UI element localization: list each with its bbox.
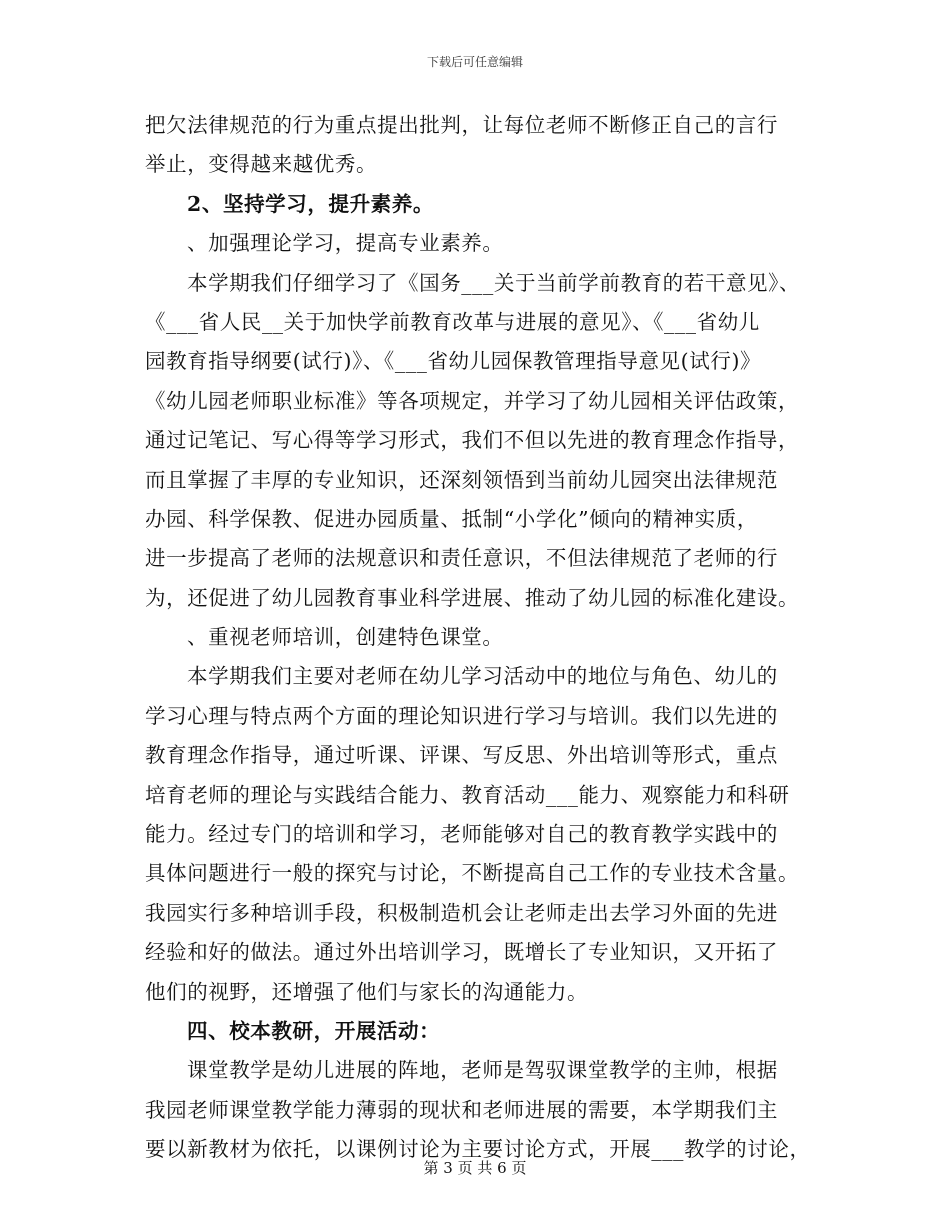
text-line: 培育老师的理论与实践结合能力、教育活动___能力、观察能力和科研 bbox=[145, 782, 790, 807]
text-line: 为，还促进了幼儿园教育事业科学进展、推动了幼儿园的标准化建设。 bbox=[145, 585, 800, 610]
text-line: 本学期我们主要对老师在幼儿学习活动中的地位与角色、幼儿的 bbox=[187, 664, 778, 689]
text-line: 《___省人民__关于加快学前教育改革与进展的意见》、《___省幼儿 bbox=[145, 309, 760, 334]
text-line: 本学期我们仔细学习了《国务___关于当前学前教育的若干意见》、 bbox=[187, 270, 801, 295]
page-number-footer: 第 3 页 共 6 页 bbox=[423, 1159, 527, 1177]
text-line: 我园实行多种培训手段，积极制造机会让老师走出去学习外面的先进 bbox=[145, 900, 778, 925]
text-line: 课堂教学是幼儿进展的阵地，老师是驾驭课堂教学的主帅，根据 bbox=[187, 1058, 778, 1083]
text-line: 进一步提高了老师的法规意识和责任意识，不但法律规范了老师的行 bbox=[145, 546, 778, 571]
text-line: 而且掌握了丰厚的专业知识，还深刻领悟到当前幼儿园突出法律规范 bbox=[145, 467, 778, 492]
text-line: 能力。经过专门的培训和学习，老师能够对自己的教育教学实践中的 bbox=[145, 822, 778, 847]
text-line: 他们的视野，还增强了他们与家长的沟通能力。 bbox=[145, 979, 589, 1004]
document-body bbox=[145, 106, 835, 1170]
text-line: 具体问题进行一般的探究与讨论，不断提高自己工作的专业技术含量。 bbox=[145, 861, 800, 886]
text-line: 我园老师课堂教学能力薄弱的现状和老师进展的需要，本学期我们主 bbox=[145, 1097, 778, 1122]
text-line: 办园、科学保教、促进办园质量、抵制“小学化”倾向的精神实质， bbox=[145, 506, 758, 531]
text-line: 、加强理论学习，提高专业素养。 bbox=[187, 231, 504, 256]
text-line: 举止，变得越来越优秀。 bbox=[145, 152, 378, 177]
text-line: 园教育指导纲要(试行)》、《___省幼儿园保教管理指导意见(试行)》 bbox=[145, 349, 762, 374]
text-line: 经验和好的做法。通过外出培训学习，既增长了专业知识，又开拓了 bbox=[145, 940, 778, 965]
section-heading: 四、校本教研，开展活动： bbox=[187, 1018, 441, 1043]
text-line: 学习心理与特点两个方面的理论知识进行学习与培训。我们以先进的 bbox=[145, 703, 778, 728]
text-line: 《幼儿园老师职业标准》等各项规定，并学习了幼儿园相关评估政策， bbox=[145, 388, 800, 413]
section-heading: 2、坚持学习，提升素养。 bbox=[187, 191, 434, 216]
text-line: 教育理念作指导，通过听课、评课、写反思、外出培训等形式，重点 bbox=[145, 743, 778, 768]
text-line: 把欠法律规范的行为重点提出批判，让每位老师不断修正自己的言行 bbox=[145, 113, 778, 137]
text-line: 要以新教材为依托，以课例讨论为主要讨论方式，开展___教学的讨论， bbox=[145, 1137, 811, 1162]
text-line: 通过记笔记、写心得等学习形式，我们不但以先进的教育理念作指导， bbox=[145, 428, 800, 453]
page-header-note: 下载后可任意编辑 bbox=[426, 55, 523, 69]
text-line: 、重视老师培训，创建特色课堂。 bbox=[187, 625, 504, 650]
